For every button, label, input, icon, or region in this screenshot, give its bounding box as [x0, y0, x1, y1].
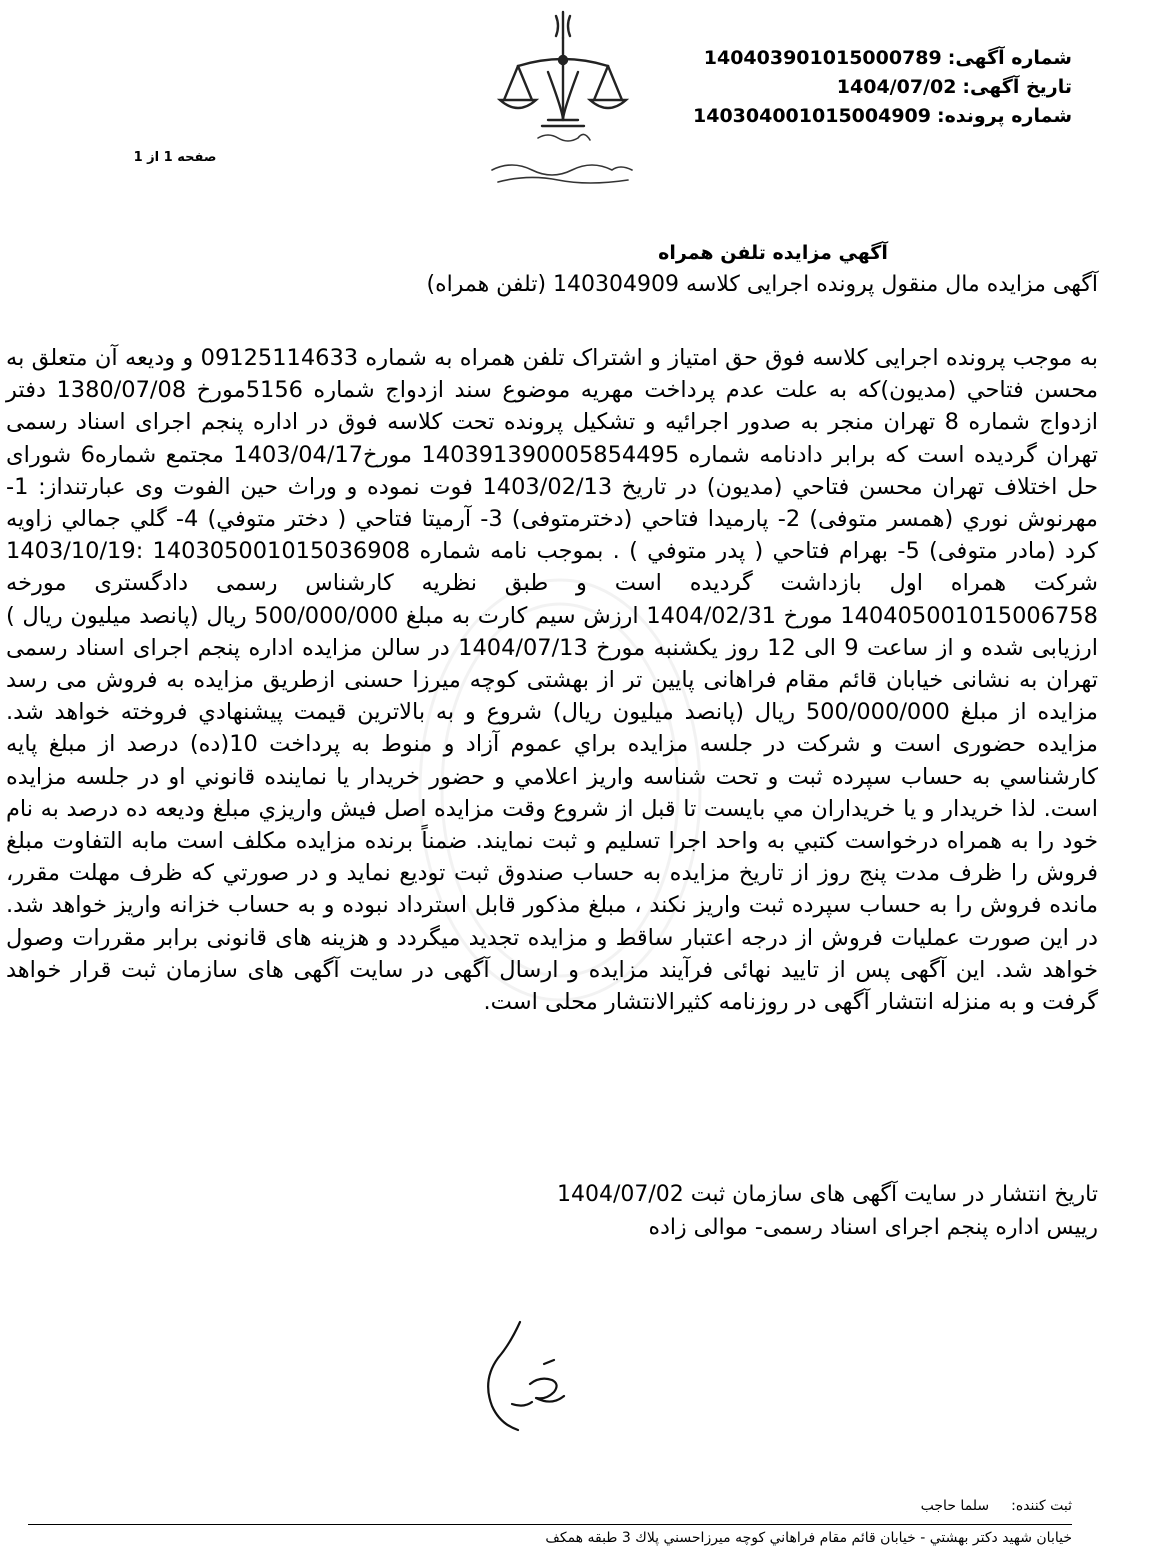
- ad-metadata: [612, 44, 1072, 131]
- file-number-value: 140304001015004909: [693, 105, 931, 127]
- publication-block: [198, 1178, 1098, 1244]
- title-block: [98, 238, 1098, 302]
- judiciary-emblem: [478, 8, 648, 198]
- office-address: خيابان شهيد دكتر بهشتي - خيابان قائم مقام فراهاني كوچه ميرزاحسني پلاك 3 طبقه همكف: [545, 1530, 1072, 1546]
- signatory-line: رییس اداره پنجم اجرای اسناد رسمی- موالی زاده: [648, 1215, 1098, 1240]
- footer-divider: [28, 1524, 1072, 1525]
- ad-number-value: 140403901015000789: [703, 47, 942, 69]
- registrar-name: سلما حاجب: [920, 1498, 990, 1514]
- file-number-label: شماره پرونده:: [936, 105, 1072, 127]
- ad-number-label: شماره آگهی:: [947, 47, 1072, 69]
- ad-date-value: 1404/07/02: [836, 76, 957, 98]
- file-number-row: [612, 102, 1072, 131]
- page-indicator: صفحه 1 از 1: [133, 150, 217, 165]
- registrar-line: [672, 1498, 1072, 1514]
- publication-date-line: تاریخ انتشار در سایت آگهی های سازمان ثبت 1404/07/02: [557, 1182, 1098, 1207]
- signature-icon: [420, 1292, 610, 1452]
- ad-date-label: تاریخ آگهی:: [962, 76, 1072, 98]
- registrar-label: ثبت کننده:: [1011, 1498, 1072, 1514]
- ad-date-row: [612, 73, 1072, 102]
- ad-body-text: به موجب پرونده اجرایی کلاسه فوق حق امتیاز و اشتراک تلفن همراه به شماره 09125114633 و ودیعه آن متعلق به محسن فتاحي (مديون)كه به علت عدم پرداخت مهریه موضوع سند ازدواج شماره 5156مورخ 1380/07/08 دفتر ازدواج شماره 8 تهران منجر به صدور اجرائیه و تشکیل پرونده تحت کلاسه فوق در اداره پنجم اجرای اسناد رسمی تهران گردیده است که برابر دادنامه شماره 140391390005854495 مورخ1403/04/17 مجتمع شماره6 شورای حل اختلاف تهران محسن فتاحي (مديون) در تاريخ 1403/02/13 فوت نموده و وراث حین الفوت وی عبارتنداز: 1- مهرنوش نوري (همسر متوفی) 2- پارميدا فتاحي (دخترمتوفی) 3- آرميتا فتاحي ( دختر متوفي) 4- گلي جمالي زاويه كرد (مادر متوفی) 5- بهرام فتاحي ( پدر متوفي ) . بموجب نامه شماره 140305001015036908 :1403/10/19 شرکت همراه اول بازداشت گردیده است و طبق نظریه کارشناس رسمی دادگستری مورخه 140405001015006758 مورخ 1404/02/31 ارزش سیم کارت به مبلغ 500/000/000 ریال (پانصد میلیون ریال ) ارزیابی شده و از ساعت 9 الی 12 روز یکشنبه مورخ 1404/07/13 در سالن مزایده اداره پنجم اجرای اسناد رسمی تهران به نشانی خیابان قائم مقام فراهانی پایین تر از بهشتی کوچه میرزا حسنی ازطریق مزایده به فروش می رسد مزایده از مبلغ 500/000/000 ریال (پانصد میلیون ریال) شروع و به بالاترين قيمت پيشنهادي فروخته خواهد شد. مزایده حضوری است و شركت در جلسه مزايده براي عموم آزاد و منوط به پرداخت 10(ده) درصد از مبلغ پايه كارشناسي به حساب سپرده ثبت و تحت شناسه واريز اعلامي و حضور خريدار يا نماينده قانوني او در جلسه مزايده است. لذا خريدار و يا خريداران مي بايست تا قبل از شروع وقت مزايده اصل فيش واريزي مبلغ وديعه ده درصد به نام خود را به همراه درخواست كتبي به واحد اجرا تسليم و ثبت نمايند. ضمناً برنده مزايده مكلف است مابه التفاوت مبلغ فروش را ظرف مدت پنج روز از تاريخ مزايده به حساب صندوق ثبت توديع نمايد و در صورتي كه ظرف مهلت مقرر، مانده فروش را به حساب سپرده ثبت واريز نكند ، مبلغ مذكور قابل استرداد نبوده و به حساب خزانه واريز خواهد شد. در این صورت عملیات فروش از درجه اعتبار ساقط و مزایده تجدید میگردد و هزینه های قانونی برابر مقررات وصول خواهد شد. این آگهی پس از تایید نهائی فرآیند مزایده و ارسال آگهی در سایت آگهی های سازمان ثبت قرار خواهد گرفت و به منزله انتشار آگهی در روزنامه کثیرالانتشار محلی است.: [6, 345, 1099, 1016]
- ad-number-row: [612, 44, 1072, 73]
- signature: [420, 1292, 610, 1452]
- ad-title: آگهي مزايده تلفن همراه: [658, 242, 888, 264]
- ad-subtitle: آگهی مزایده مال منقول پرونده اجرایی کلاسه 140304909 (تلفن همراه): [426, 272, 1098, 297]
- scales-of-justice-icon: [478, 8, 648, 198]
